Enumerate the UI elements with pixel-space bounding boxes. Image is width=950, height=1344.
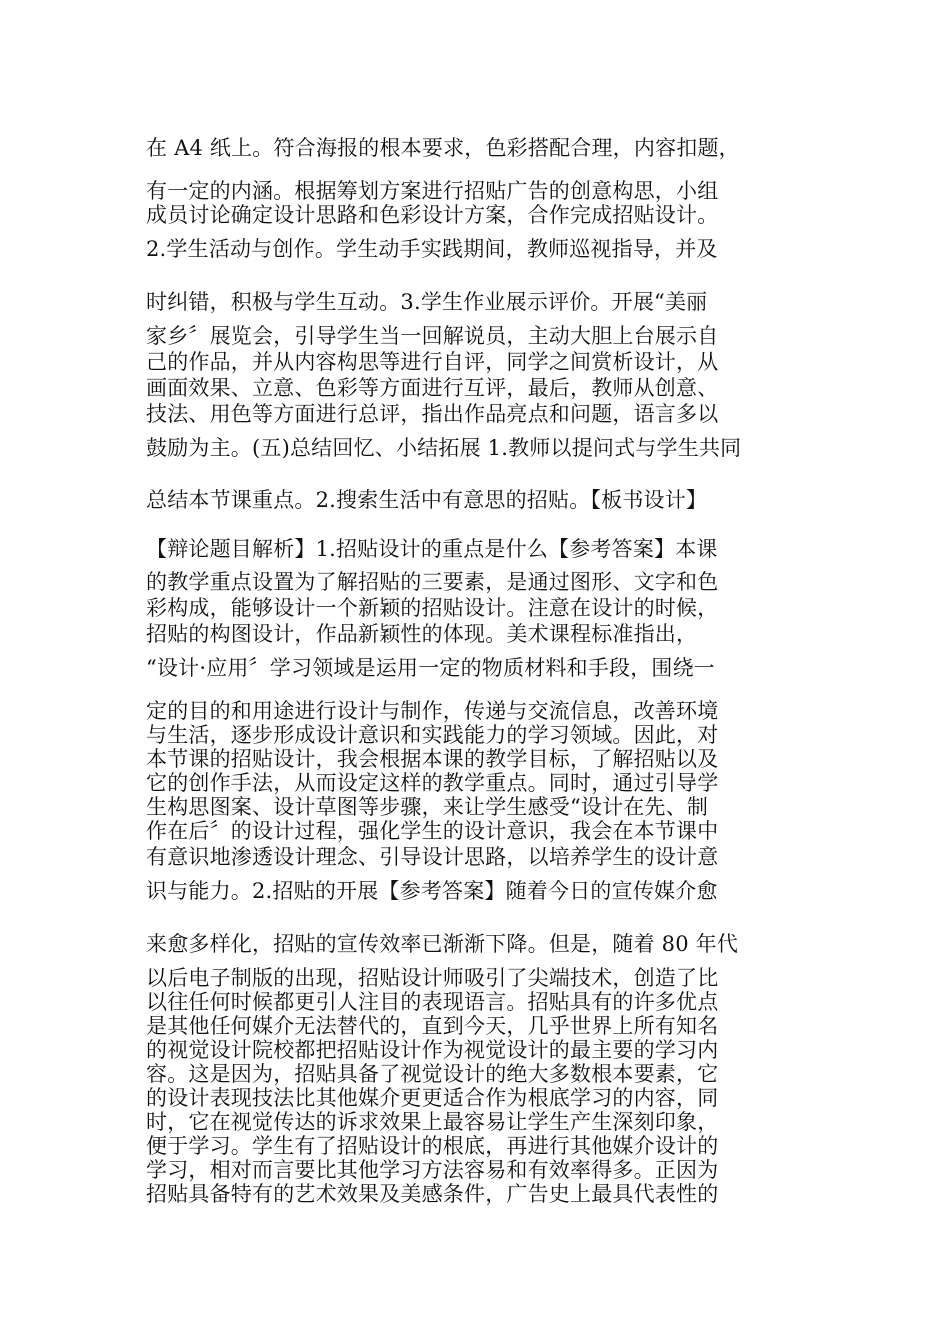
- text-line: 本节课的招贴设计，我会根据本课的教学目标，了解招贴以及: [146, 747, 719, 771]
- text-line: 鼓励为主。(五)总结回忆、小结拓展 1.教师以提问式与学生共同: [146, 436, 742, 460]
- text-line: 生构思图案、设计草图等步骤，来让学生感受“设计在先、制: [146, 795, 709, 819]
- text-line: 招贴的构图设计，作品新颖性的体现。美术课程标准指出，: [146, 622, 698, 646]
- text-line: 的设计表现技法比其他媒介更更适合作为根底学习的内容，同: [146, 1086, 719, 1110]
- text-line: 的视觉设计院校都把招贴设计作为视觉设计的最主要的学习内: [146, 1038, 719, 1062]
- text-line: 家乡〞展览会，引导学生当一回解说员，主动大胆上台展示自: [146, 324, 719, 348]
- text-line: 识与能力。2.招贴的开展【参考答案】随着今日的宣传媒介愈: [146, 879, 718, 903]
- text-line: 【辩论题目解析】1.招贴设计的重点是什么【参考答案】本课: [146, 537, 718, 561]
- text-line: 技法、用色等方面进行总评，指出作品亮点和问题，语言多以: [146, 402, 719, 426]
- text-line: 与生活，逐步形成设计意识和实践能力的学习领域。因此，对: [146, 723, 719, 747]
- text-line: 成员讨论确定设计思路和色彩设计方案，合作完成招贴设计。: [146, 203, 719, 227]
- text-line: 以往任何时候都更引人注目的表现语言。招贴具有的许多优点: [146, 990, 719, 1014]
- text-line: “设计·应用〞学习领域是运用一定的物质材料和手段，围绕一: [146, 656, 716, 680]
- text-line: 2.学生活动与创作。学生动手实践期间，教师巡视指导，并及: [146, 237, 718, 261]
- text-line: 己的作品，并从内容构思等进行自评，同学之间赏析设计，从: [146, 350, 719, 374]
- text-line: 便于学习。学生有了招贴设计的根底，再进行其他媒介设计的: [146, 1134, 719, 1158]
- text-line: 总结本节课重点。2.搜索生活中有意思的招贴。【板书设计】: [146, 488, 708, 512]
- text-line: 有意识地渗透设计理念、引导设计思路，以培养学生的设计意: [146, 845, 719, 869]
- text-line: 彩构成，能够设计一个新颖的招贴设计。注意在设计的时候，: [146, 596, 719, 620]
- text-line: 在 A4 纸上。符合海报的根本要求，色彩搭配合理，内容扣题，: [146, 136, 740, 160]
- text-line: 作在后〞的设计过程，强化学生的设计意识，我会在本节课中: [146, 819, 719, 843]
- text-line: 它的创作手法，从而设定这样的教学重点。同时，通过引导学: [146, 771, 719, 795]
- text-line: 是其他任何媒介无法替代的，直到今天，几乎世界上所有知名: [146, 1014, 719, 1038]
- text-line: 时，它在视觉传达的诉求效果上最容易让学生产生深刻印象，: [146, 1110, 719, 1134]
- text-line: 来愈多样化，招贴的宣传效率已渐渐下降。但是，随着 80 年代: [146, 932, 739, 956]
- text-line: 的教学重点设置为了解招贴的三要素，是通过图形、文字和色: [146, 570, 719, 594]
- text-line: 以后电子制版的出现，招贴设计师吸引了尖端技术，创造了比: [146, 966, 719, 990]
- text-line: 有一定的内涵。根据筹划方案进行招贴广告的创意构思，小组: [146, 179, 719, 203]
- text-line: 画面效果、立意、色彩等方面进行互评，最后，教师从创意、: [146, 376, 719, 400]
- text-line: 时纠错，积极与学生互动。3.学生作业展示评价。开展“美丽: [146, 290, 708, 314]
- text-line: 招贴具备特有的艺术效果及美感条件，广告史上最具代表性的: [146, 1182, 719, 1206]
- text-line: 学习，相对而言要比其他学习方法容易和有效率得多。正因为: [146, 1158, 719, 1182]
- text-line: 容。这是因为，招贴具备了视觉设计的绝大多数根本要素，它: [146, 1062, 719, 1086]
- text-line: 定的目的和用途进行设计与制作，传递与交流信息，改善环境: [146, 699, 719, 723]
